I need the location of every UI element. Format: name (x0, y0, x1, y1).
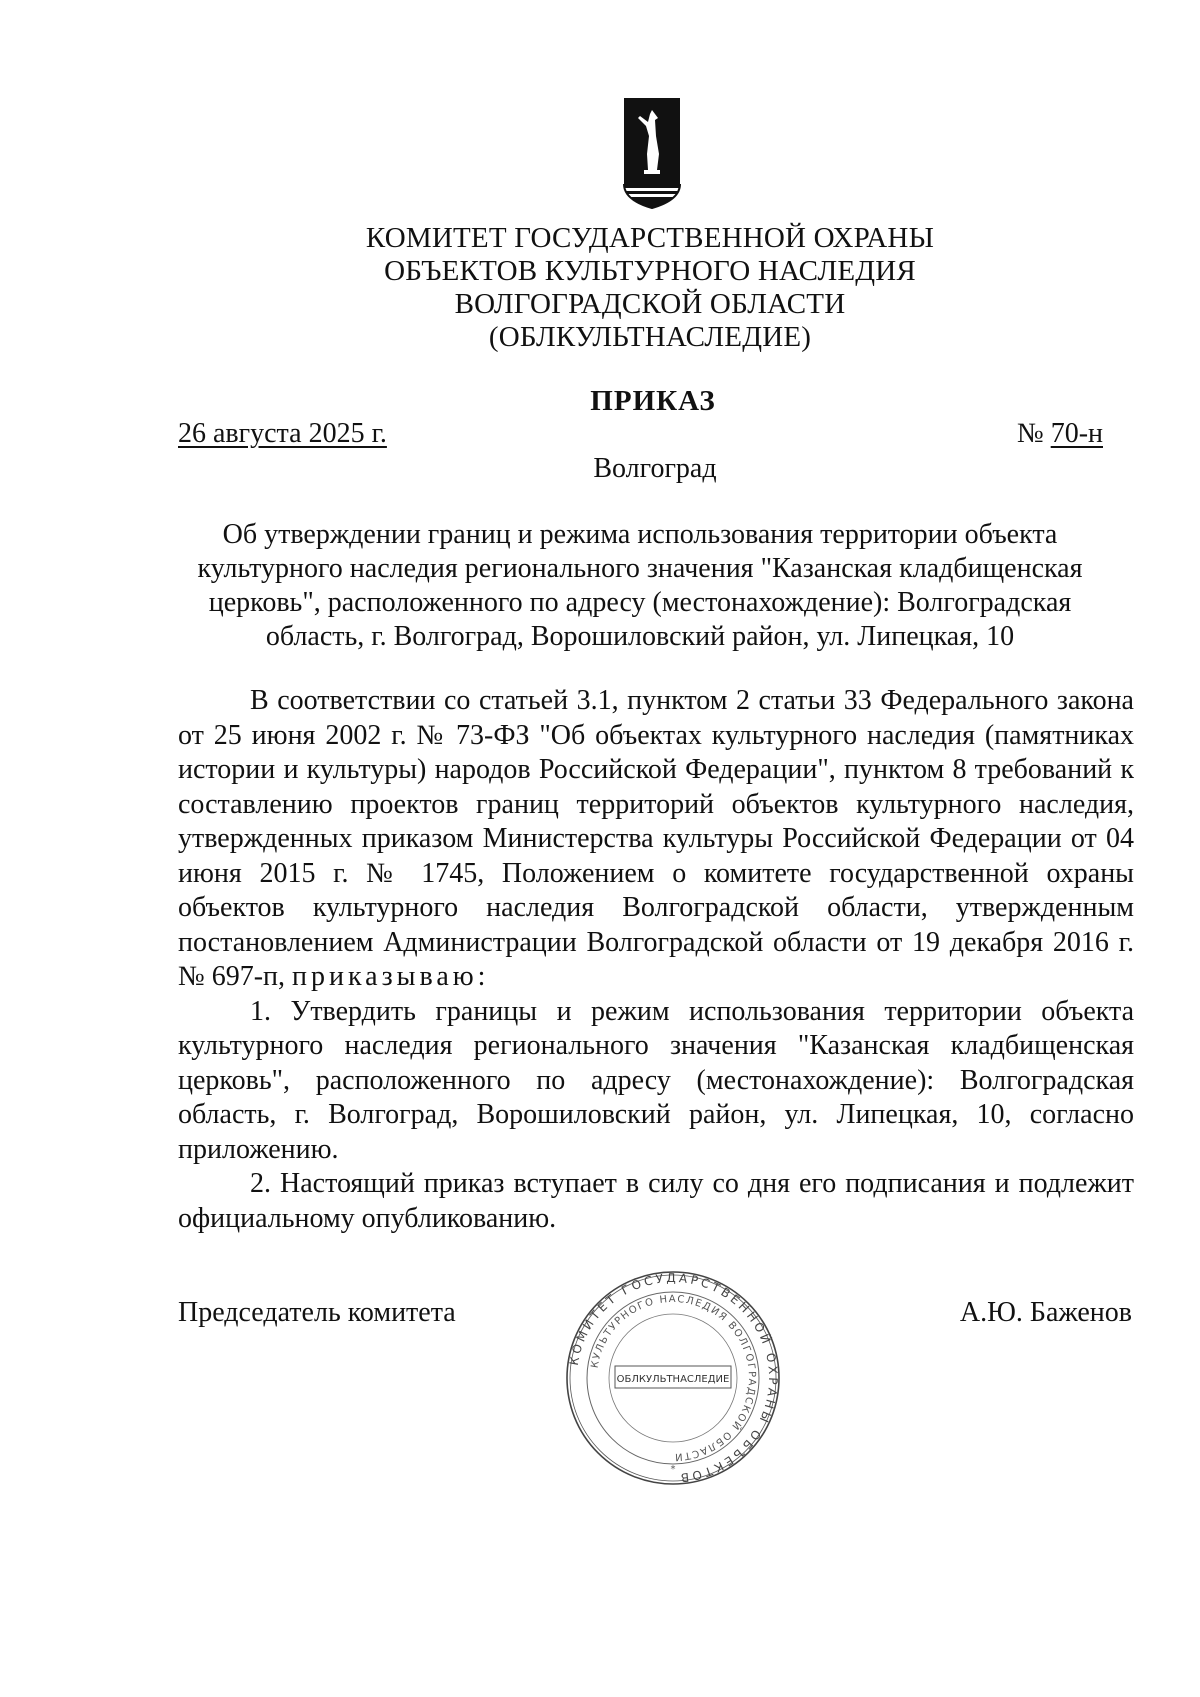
signatory-role: Председатель комитета (178, 1297, 456, 1328)
stamp-outer-text: КОМИТЕТ ГОСУДАРСТВЕННОЙ ОХРАНЫ ОБЪЕКТОВ (566, 1270, 781, 1486)
subject-line: Об утверждении границ и режима использования территории объекта (222, 519, 1058, 550)
subject-line: церковь", расположенного по адресу (местонахождение): Волгоградская (208, 587, 1072, 618)
org-line: КОМИТЕТ ГОСУДАРСТВЕННОЙ ОХРАНЫ (365, 222, 935, 254)
item-2-paragraph: 2. Настоящий приказ вступает в силу со дня его подписания и подлежит официальному опубликованию. (178, 1168, 1134, 1234)
org-line: ОБЪЕКТОВ КУЛЬТУРНОГО НАСЛЕДИЯ (384, 255, 916, 287)
stamp-center-text: ОБЛКУЛЬТНАСЛЕДИЕ (616, 1374, 730, 1385)
number-value: 70-н (1050, 418, 1103, 449)
order-city: Волгоград (593, 453, 717, 484)
order-word: приказываю: (292, 961, 490, 992)
order-number (1017, 418, 1103, 450)
order-subject (190, 518, 1090, 654)
subject-line: область, г. Волгоград, Ворошиловский район, ул. Липецкая, 10 (265, 621, 1015, 652)
item-1-paragraph: 1. Утвердить границы и режим использования территории объекта культурного наследия регионального значения "Казанская кладбищенская церковь", расположенного по адресу (местонахождение): Волгоградская область, г. Волгоград, Ворошиловский район, ул. Липецкая, 10, согласно приложению. (178, 995, 1134, 1165)
svg-text:*: * (670, 1464, 676, 1475)
official-seal-stamp-icon (563, 1268, 783, 1488)
subject-line: культурного наследия регионального значения "Казанская кладбищенская (197, 553, 1083, 584)
signatory-name: А.Ю. Баженов (959, 1297, 1132, 1328)
number-prefix: № (1016, 418, 1044, 449)
volgograd-coat-of-arms-icon (622, 96, 682, 214)
stamp-inner-text: КУЛЬТУРНОГО НАСЛЕДИЯ ВОЛГОГРАДСКОЙ ОБЛАСТИ (589, 1293, 758, 1463)
org-line: (ОБЛКУЛЬТНАСЛЕДИЕ) (488, 321, 812, 353)
document-title: ПРИКАЗ (590, 385, 716, 417)
org-line: ВОЛГОГРАДСКОЙ ОБЛАСТИ (454, 288, 846, 320)
order-date: 26 августа 2025 г. (178, 418, 387, 449)
preamble-text: В соответствии со статьей 3.1, пунктом 2 статьи 33 Федерального закона от 25 июня 2002 г. № 73-ФЗ "Об объектах культурного наследия (памятниках истории и культуры) народов Российской Федерации", пунктом 8 требований к составлению проектов границ территорий объектов культурного наследия, утвержденных приказом Министерства культуры Российской Федерации от 04 июня 2015 г. № 1745, Положением о комитете государственной охраны объектов культурного наследия Волгоградской области, утвержденным постановлением Администрации Волгоградской области от 19 декабря 2016 г. № 697-п, (178, 685, 1134, 992)
order-body (178, 684, 1134, 1236)
organization-name (300, 222, 1000, 354)
preamble-paragraph (178, 684, 1134, 995)
